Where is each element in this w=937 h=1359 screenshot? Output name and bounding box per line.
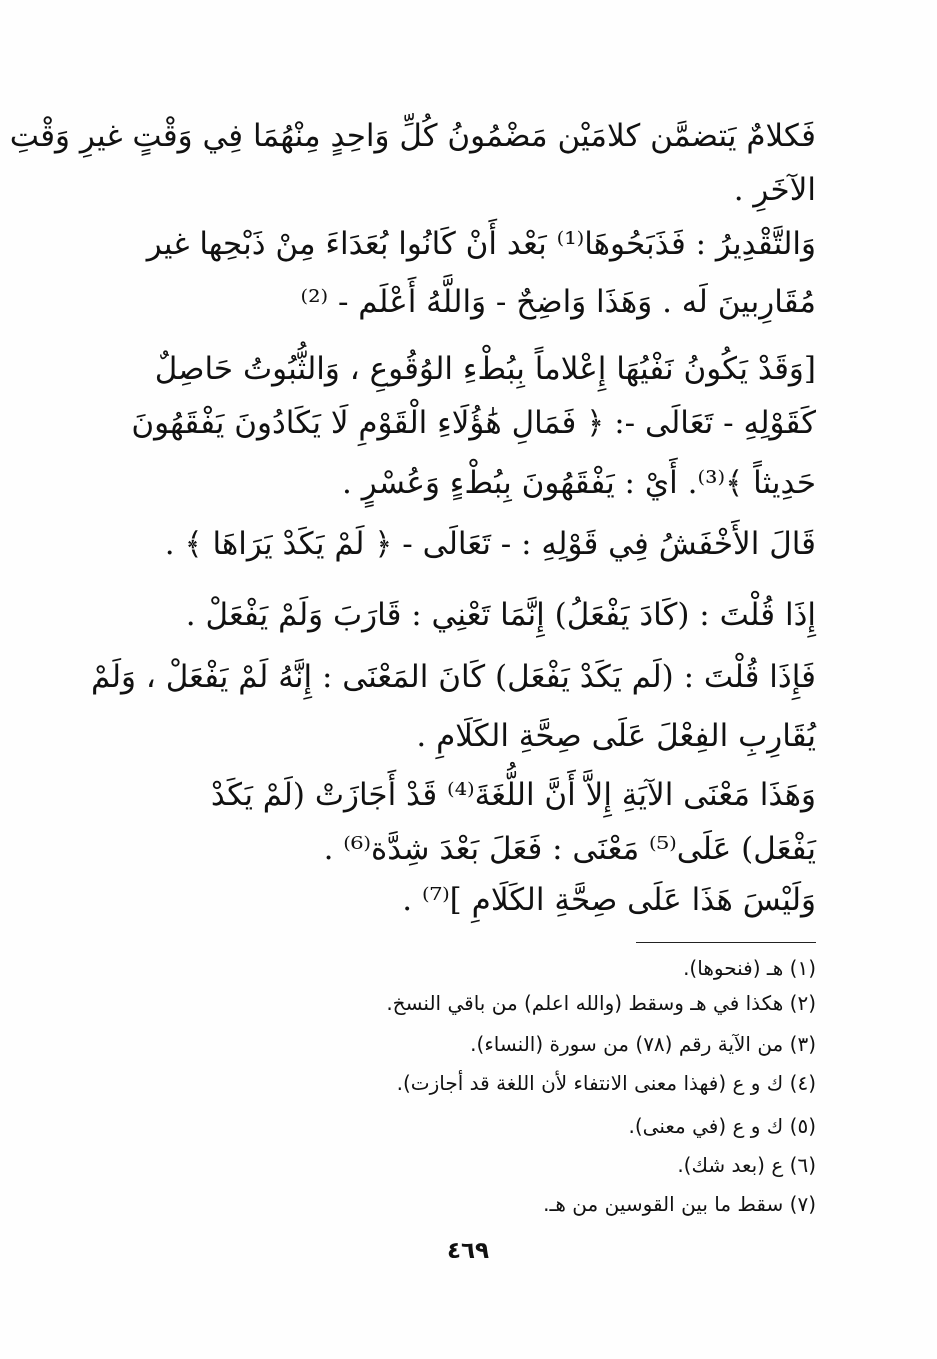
- text-line: مُقَارِبينَ لَه . وَهَذَا وَاضِحٌ - وَاللَّهُ أَعْلَم - ⁽²⁾: [300, 284, 816, 320]
- footnote: (١) هـ (فنحوها).: [683, 956, 816, 980]
- text-line: فَكلامٌ يَتضمَّن كلامَيْن مَضْمُونُ كُلِّ وَاحِدٍ مِنْهُمَا فِي وَقْتٍ غيرِ وَقْتِ: [9, 118, 816, 154]
- text-line: وَالتَّقْدِيرُ : فَذَبَحُوهَا⁽¹⁾ بَعْد أَنْ كَانُوا بُعَدَاءَ مِنْ ذَبْحِها غير: [146, 226, 816, 262]
- text-line: فَإِذَا قُلْتَ : (لَم يَكَدْ يَفْعَل) كَانَ المَعْنَى : إِنَّهُ لَمْ يَفْعَلْ ، وَلَمْ: [90, 659, 816, 695]
- text-line: وَهَذَا مَعْنَى الآيَةِ إِلاَّ أَنَّ اللُّغَةَ⁽⁴⁾ قَدْ أَجَازَتْ (لَمْ يَكَدْ: [210, 777, 816, 813]
- text-line: قَالَ الأَخْفَشُ فِي قَوْلِهِ : - تَعَالَى - ﴿ لَمْ يَكَدْ يَرَاهَا ﴾ .: [164, 526, 816, 562]
- footnote: (٢) هكذا في هـ وسقط (والله اعلم) من باقي النسخ.: [386, 991, 816, 1015]
- footnote: (٧) سقط ما بين القوسين من هـ.: [543, 1192, 816, 1216]
- footnote: (٣) من الآية رقم (٧٨) من سورة (النساء).: [470, 1032, 816, 1056]
- footnote: (٤) ك و ع (فهذا معنى الانتفاء لأن اللغة قد أجازت).: [396, 1071, 816, 1095]
- footnote: (٥) ك و ع (في معنى).: [628, 1114, 816, 1138]
- footnote: (٦) ع (بعد شك).: [677, 1153, 816, 1177]
- page-number: ٤٦٩: [446, 1238, 490, 1264]
- text-line: يَفْعَل) عَلَى⁽⁵⁾ مَعْنَى : فَعَلَ بَعْدَ شِدَّة⁽⁶⁾ .: [323, 831, 816, 867]
- footnote-divider: [636, 942, 816, 943]
- text-line: الآخَرِ .: [733, 172, 816, 208]
- text-line: وَلَيْسَ هَذَا عَلَى صِحَّةِ الكَلَامِ ]⁽⁷⁾ .: [402, 882, 816, 918]
- text-line: حَدِيثاً ﴾⁽³⁾. أَيْ : يَفْقَهُونَ بِبُطْءٍ وَعُسْرٍ .: [342, 465, 816, 501]
- text-line: كَقَوْلِهِ - تَعَالَى -: ﴿ فَمَالِ هَٰؤُلَاءِ الْقَوْمِ لَا يَكَادُونَ يَفْقَهُونَ: [131, 405, 816, 441]
- text-line: يُقَارِبِ الفِعْلَ عَلَى صِحَّةِ الكَلَامِ .: [416, 718, 816, 754]
- text-line: إِذَا قُلْتَ : (كَادَ يَفْعَلُ) إِنَّمَا تَعْنِي : قَارَبَ وَلَمْ يَفْعَلْ .: [185, 597, 816, 633]
- text-line: [وَقَدْ يَكُونُ نَفْيُهَا إِعْلاماً بِبُطْءِ الوُقُوعِ ، وَالثُّبُوتُ حَاصِلٌ: [154, 351, 816, 387]
